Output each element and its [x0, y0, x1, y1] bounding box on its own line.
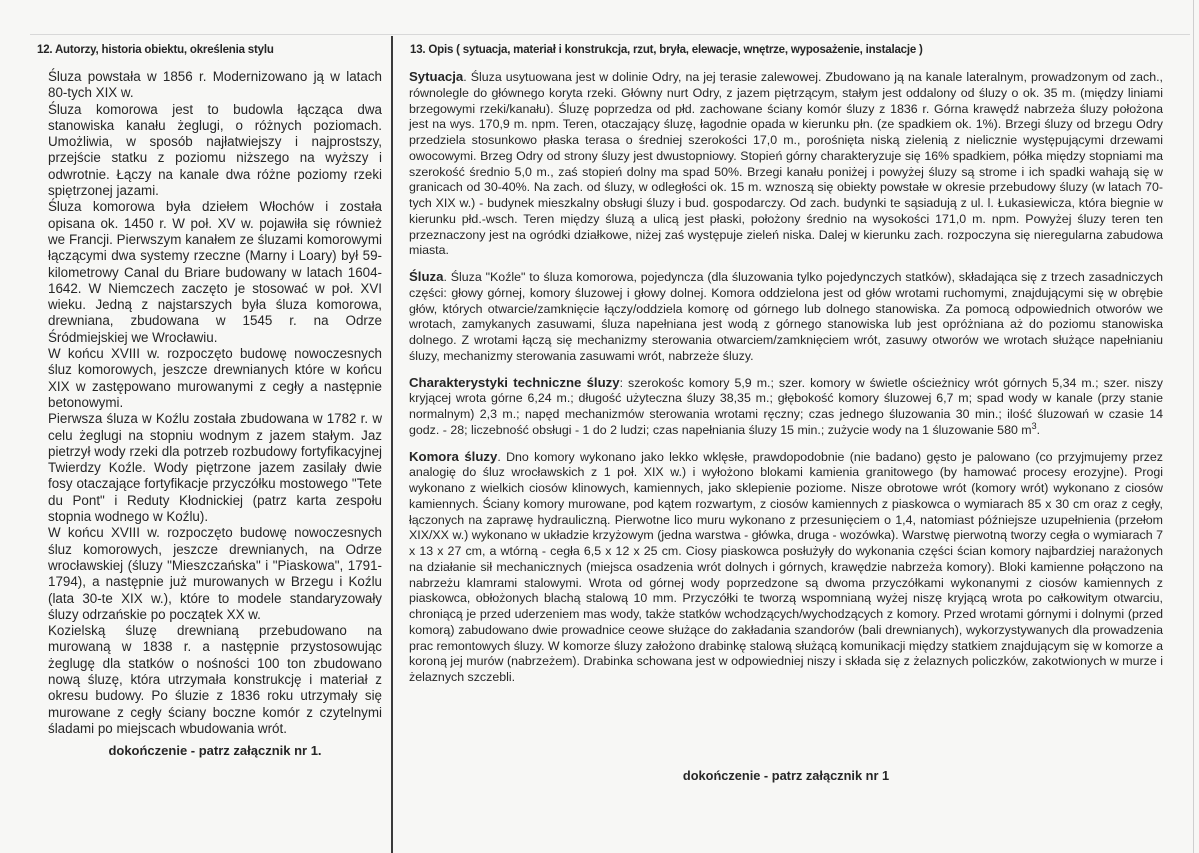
situation-paragraph [409, 69, 1163, 259]
history-paragraph: Śluza powstała w 1856 r. Modernizowano ją w latach 80-tych XIX w. [48, 69, 382, 101]
continuation-note-right: dokończenie - patrz załącznik nr 1 [682, 768, 890, 783]
technical-title: Charakterystyki techniczne śluzy [409, 374, 620, 390]
lock-paragraph [409, 269, 1163, 365]
section-13-heading: 13. Opis ( sytuacja, materiał i konstrukcja, rzut, bryła, elewacje, wnętrze, wyposażenie, instalacje ) [410, 44, 923, 56]
situation-text: . Śluza usytuowana jest w dolinie Odry, na jej terasie zalewowej. Zbudowano ją na kanale lateralnym, prowadzonym od zach., równolegle do głównego koryta rzeki. Główny nurt Odry, z jazem piętrzącym, stałym jest oddalony od śluzy o ok. 35 m. (między liniami brzegowymi rzeki/kanału). Śluzę poprzedza od płd. zachowane ściany komór śluzy z 1836 r. Górna krawędź nabrzeża śluzy położona jest na wys. 170,9 m. npm. Teren, otaczający śluzę, łagodnie opada w kierunku płn. (ze spadkiem ok. 1%). Brzegi śluzy od brzegu Odry przedziela stosunkowo płaska terasa o średniej szerokości 17,0 m., porośnięta niską zielenią z nielicznie występującymi drzewami owocowymi. Brzeg Odry od strony śluzy jest dwustopniowy. Stopień górny charakteryzuje się 16% spadkiem, półka między stopniami ma szerokość średnio 5,0 m., zaś stopień dolny ma spad 50%. Brzegi kanału poniżej i powyżej śluzy są strome i ich spadki wahają się w granicach od 30-40%. Na zach. od śluzy, w odległości ok. 15 m. wznoszą się obiekty powstałe w okresie przebudowy śluzy (w latach 70-tych XIX w.) - budynek mieszkalny obsługi śluzy i bud. gospodarczy. Od zach. budynki te sąsiadują z ul. l. Łukasiewicza, która biegnie w kierunku płd.-wsch. Teren między śluzą a ulicą jest płaski, położony średnio na wysokości 171,0 m. npm. Powyżej śluzy teren ten przeznaczony jest na ogródki działkowe, niżej zaś występuje zieleń niska. Dalej w kierunku zach. rozpoczyna się nieregularna zabudowa miasta. [409, 70, 1163, 258]
section-12-heading: 12. Autorzy, historia obiektu, określenia stylu [37, 44, 274, 56]
history-paragraph: Pierwsza śluza w Koźlu została zbudowana w 1782 r. w celu żeglugi na stopniu wodnym z jazem stałym. Jaz pietrzył wody rzeki dla potrzeb rozbudowy fortyfikacyjnej Twierdzy Koźle. Wody piętrzone jazem zasilały dwie fosy otaczające fortyfikacje przyczółku mostowego "Tete du Pont" i Reduty Kłodnickiej (patrz karta zespołu stopnia wodnego w Koźlu). [48, 411, 382, 525]
chamber-title: Komora śluzy [409, 448, 498, 464]
history-paragraph: Śluza komorowa jest to budowla łącząca dwa stanowiska kanału żeglugi, o różnych poziomach. Umożliwia, w sposób najłatwiejszy i najprostszy, przejście statku z poziomu niższego na wyższy i odwrotnie. Łączy na kanale dwa różne poziomy rzeki spiętrzonej jazami. [48, 101, 382, 199]
column-divider [391, 36, 393, 853]
history-paragraph: Śluza komorowa była dziełem Włochów i została opisana ok. 1450 r. W poł. XV w. pojawiła się również we Francji. Pierwszym kanałem ze śluzami komorowymi łączącymi dwa systemy rzeczne (Marny i Loary) był 59-kilometrowy Canal du Briare budowany w latach 1604-1642. W Niemczech zaczęto je stosować w poł. XVI wieku. Jedną z najstarszych była śluza komorowa, drewniana, zbudowana w 1545 r. na Odrze Śródmiejskiej we Wrocławiu. [48, 199, 382, 345]
lock-title: Śluza [409, 269, 444, 284]
history-paragraph: W końcu XVIII w. rozpoczęto budowę nowoczesnych śluz komorowych, jeszcze drewnianych, na Odrze wrocławskiej (śluzy "Mieszczańska" i "Piaskowa", 1791-1794), a następnie już murowanych w Brzegu i Koźlu (lata 30-te XIX w.), które to modele standaryzowały śluzy odrzańskie po początek XX w. [48, 525, 382, 622]
technical-text: : szerokośc komory 5,9 m.; szer. komory w świetle ościeżnicy wrót górnych 5,34 m.; szer. niszy kryjącej wrota górne 6,24 m.; długość użyteczna śluzy 38,35 m.; głębokość komory śluzowej 6,7 m; spad wody w kanale (przy stanie normalnym) 2,3 m.; napęd mechanizmów sterowania wrotami ręczny; czas jednego śluzowania 30 min.; ilość śluzowań w czasie 14 godz. - 28; liczebność obsługi - 1 do 2 ludzi; czas napełniania śluzy 15 min.; zużycie wody na 1 śluzowanie 580 m [409, 375, 1163, 437]
page-edge [1193, 0, 1194, 853]
history-paragraph: Kozielską śluzę drewnianą przebudowano na murowaną w 1838 r. a następnie przystosowując żeglugę dla statków o nośności 100 ton zbudowano nową śluzę, która utrzymała konstrukcję i materiał z okresu budowy. Po śluzie z 1836 roku utrzymały się murowane z cegły ściany boczne komór z czytelnymi śladami po miejscach wbudowania wrót. [48, 623, 382, 736]
chamber-text: . Dno komory wykonano jako lekko wklęsłe, prawdopodobnie (nie badano) gęsto je palowano (co przyjmujemy przez analogię do śluz wrocławskich z 1 poł. XIX w.) i wyłożono blokami kamienia granitowego (by hamować procesy erozyjne). Progi wykonano z wielkich ciosów klinowych, kamiennych, jako sklepienie poziome. Nisze obrotowe wrót (komory wrót) wykonano z ciosów kamiennych. Ściany komory murowane, pod kątem rozwartym, z ciosów kamiennych z piaskowca o wymiarach 85 x 30 cm oraz z cegły, łączonych na zaprawę hydrauliczną. Pierwotne lico muru wykonano z przesunięciem o 1,4, natomiast późniejsze uzupełnienia (przełom XIX/XX w.) wykonano w układzie krzyżowym (jedna warstwa - główka, druga - wozówka). Warstwę pierwotną tworzy cegła o wymiarach 7 x 13 x 27 cm, a wtórną - cegła 6,5 x 12 x 25 cm. Ciosy piaskowca posłużyły do wykonania części ścian komory najbardziej narażonych na działanie sił mechanicznych (miejsca osadzenia wrót dolnych i górnych, krawędzie nabrzeża komory). Bloki kamienne połączono na nabrzeżu klamrami stalowymi. Wrota od górnej wody poprzedzone są dwoma przyczółkami wykonanymi z ciosów kamiennych z piaskowca, obłożonych blachą stalową 10 mm. Przyczółki te tworzą wspomnianą wyżej niszę kryjącą wrota po całkowitym otwarciu, chroniącą je przed uderzeniem mas wody, także statków wchodzących/wychodzących z komory. Przed wrotami górnymi i dolnymi (przed komorą) zabudowano dwie prowadnice ceowe służące do zakładania szandorów (bali drewnianych), wykorzystywanych dla prowadzenia prac remontowych śluzy. W komorze śluzy założono drabinkę stalową służącą komunikacji między statkiem znajdującym się w komorze a koroną jej murów (nabrzeżem). Drabinka schowana jest w odpowiedniej niszy i składa się z żelaznych policzków, zakotwionych w murze i żelaznych szczebli. [409, 449, 1163, 684]
cubic-superscript: 3 [1031, 420, 1037, 431]
continuation-note-left: dokończenie - patrz załącznik nr 1. [108, 743, 322, 758]
description-column [409, 69, 1163, 696]
lock-text: . Śluza "Koźle" to śluza komorowa, pojedyncza (dla śluzowania tylko pojedynczych statków), składająca się z trzech zasadniczych części: głowy górnej, komory śluzowej i głowy dolnej. Komora oddzielona jest od głów wrotami ruchomymi, znajdującymi się w obrębie głów, których otwarcie/zamknięcie łączy/oddziela komorę od górnego lub dolnego stanowiska. Za pomocą odpowiednich otworów we wrotach, zamykanych zasuwami, śluza napełniana jest wodą z górnego stanowiska lub jest opróżniana aż do poziomu stanowiska dolnego. Z wrotami łączą się mechanizmy sterowania otwarciem/zamknięciem wrót, zasuwy otworów we wrotach służące napełnianiu śluzy, mechanizmy sterowania zasuwami wrót, nabrzeże śluzy. [409, 270, 1163, 363]
situation-title: Sytuacja [409, 69, 464, 84]
chamber-paragraph [409, 449, 1163, 686]
top-rule [30, 34, 1190, 35]
technical-paragraph: Charakterystyki techniczne śluzy: szerokośc komory 5,9 m.; szer. komory w świetle ościeżnicy wrót górnych 5,34 m.; szer. niszy kryjącej wrota górne 6,24 m.; długość użyteczna śluzy 38,35 m.; głębokość komory śluzowej 6,7 m; spad wody w kanale (przy stanie normalnym) 2,3 m.; napęd mechanizmów sterowania wrotami ręczny; czas jednego śluzowania 30 min.; ilość śluzowań w czasie 14 godz. - 28; liczebność obsługi - 1 do 2 ludzi; czas napełniania śluzy 15 min.; zużycie wody na 1 śluzowanie 580 $m^3$. [409, 374, 1163, 437]
history-paragraph: W końcu XVIII w. rozpoczęto budowę nowoczesnych śluz komorowych, jeszcze drewnianych które w końcu XIX w zastępowano murowanymi z cegły a następnie betonowymi. [48, 346, 382, 410]
history-column [48, 69, 382, 737]
